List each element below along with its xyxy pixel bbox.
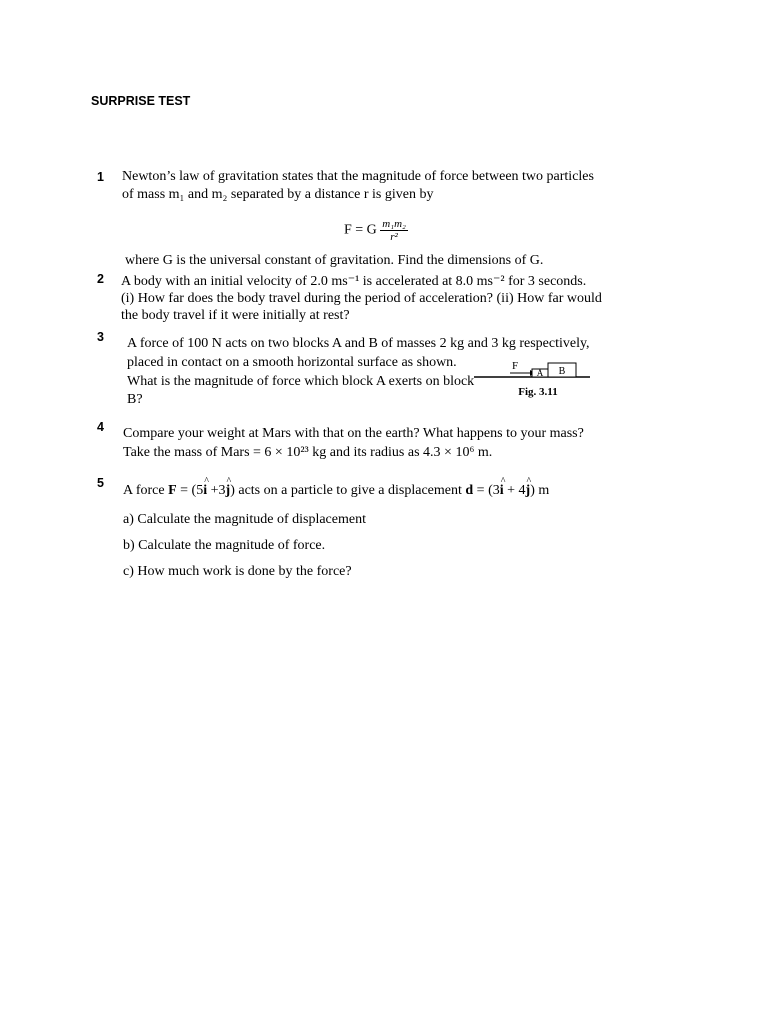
question-4-line-2: Take the mass of Mars = 6 × 10²³ kg and its radius as 4.3 × 10⁶ m. (123, 445, 493, 460)
q5-disp-open: = (3 (473, 483, 500, 498)
question-3-line-4: B? (127, 392, 143, 407)
question-2-line-1: A body with an initial velocity of 2.0 ms⁻¹ is accelerated at 8.0 ms⁻² for 3 seconds. (121, 274, 587, 289)
i-hat-icon: ^ i (203, 482, 207, 499)
question-1-line-3: where G is the universal constant of gravitation. Find the dimensions of G. (125, 253, 544, 268)
formula-numerator: m₁m₂ (382, 218, 406, 230)
block-b-label: B (558, 366, 566, 377)
question-3-line-2: placed in contact on a smooth horizontal surface as shown. (127, 355, 457, 370)
question-5-part-a: a) Calculate the magnitude of displacement (123, 512, 366, 527)
question-1-line-2: of mass m₁ and m₂ separated by a distance r is given by (122, 187, 434, 202)
formula-denominator: r² (390, 231, 398, 243)
displacement-symbol: d (465, 483, 474, 498)
j-hat-icon: ^ j (526, 482, 531, 499)
formula-fraction (380, 218, 408, 243)
question-number: 3 (97, 330, 104, 344)
q5-close-end: ) m (530, 483, 550, 498)
gravitation-formula (344, 218, 408, 243)
question-2-line-2: (i) How far does the body travel during the period of acceleration? (ii) How far would (121, 291, 602, 306)
question-number: 5 (97, 476, 104, 490)
i-hat-icon: ^ i (500, 482, 504, 499)
question-number: 1 (97, 170, 104, 184)
question-2-line-3: the body travel if it were initially at rest? (121, 308, 350, 323)
figure-caption: Fig. 3.11 (518, 386, 558, 398)
question-number: 2 (97, 272, 104, 286)
page-title: SURPRISE TEST (91, 94, 191, 108)
force-symbol: F (168, 483, 177, 498)
question-5-line-1 (123, 482, 549, 499)
question-number: 4 (97, 420, 104, 434)
q5-prefix: A force (123, 483, 169, 498)
question-5-part-c: c) How much work is done by the force? (123, 564, 352, 579)
q5-plus-3: +3 (207, 483, 226, 498)
block-a-label: A (536, 368, 544, 378)
force-label: F (512, 360, 519, 372)
q5-plus-4: + 4 (503, 483, 526, 498)
q5-force-open: = (5 (176, 483, 204, 498)
question-4-line-1: Compare your weight at Mars with that on the earth? What happens to your mass? (123, 426, 584, 441)
blocks-figure (470, 355, 595, 400)
question-5-part-b: b) Calculate the magnitude of force. (123, 538, 326, 553)
formula-lhs: F = G (344, 222, 377, 238)
question-3-line-3: What is the magnitude of force which block A exerts on block (127, 374, 475, 389)
j-hat-icon: ^ j (226, 482, 231, 499)
q5-close-mid: ) acts on a particle to give a displacement (230, 483, 466, 498)
question-1-line-1: Newton’s law of gravitation states that the magnitude of force between two particles (122, 169, 594, 184)
question-3-line-1: A force of 100 N acts on two blocks A and B of masses 2 kg and 3 kg respectively, (127, 336, 590, 351)
